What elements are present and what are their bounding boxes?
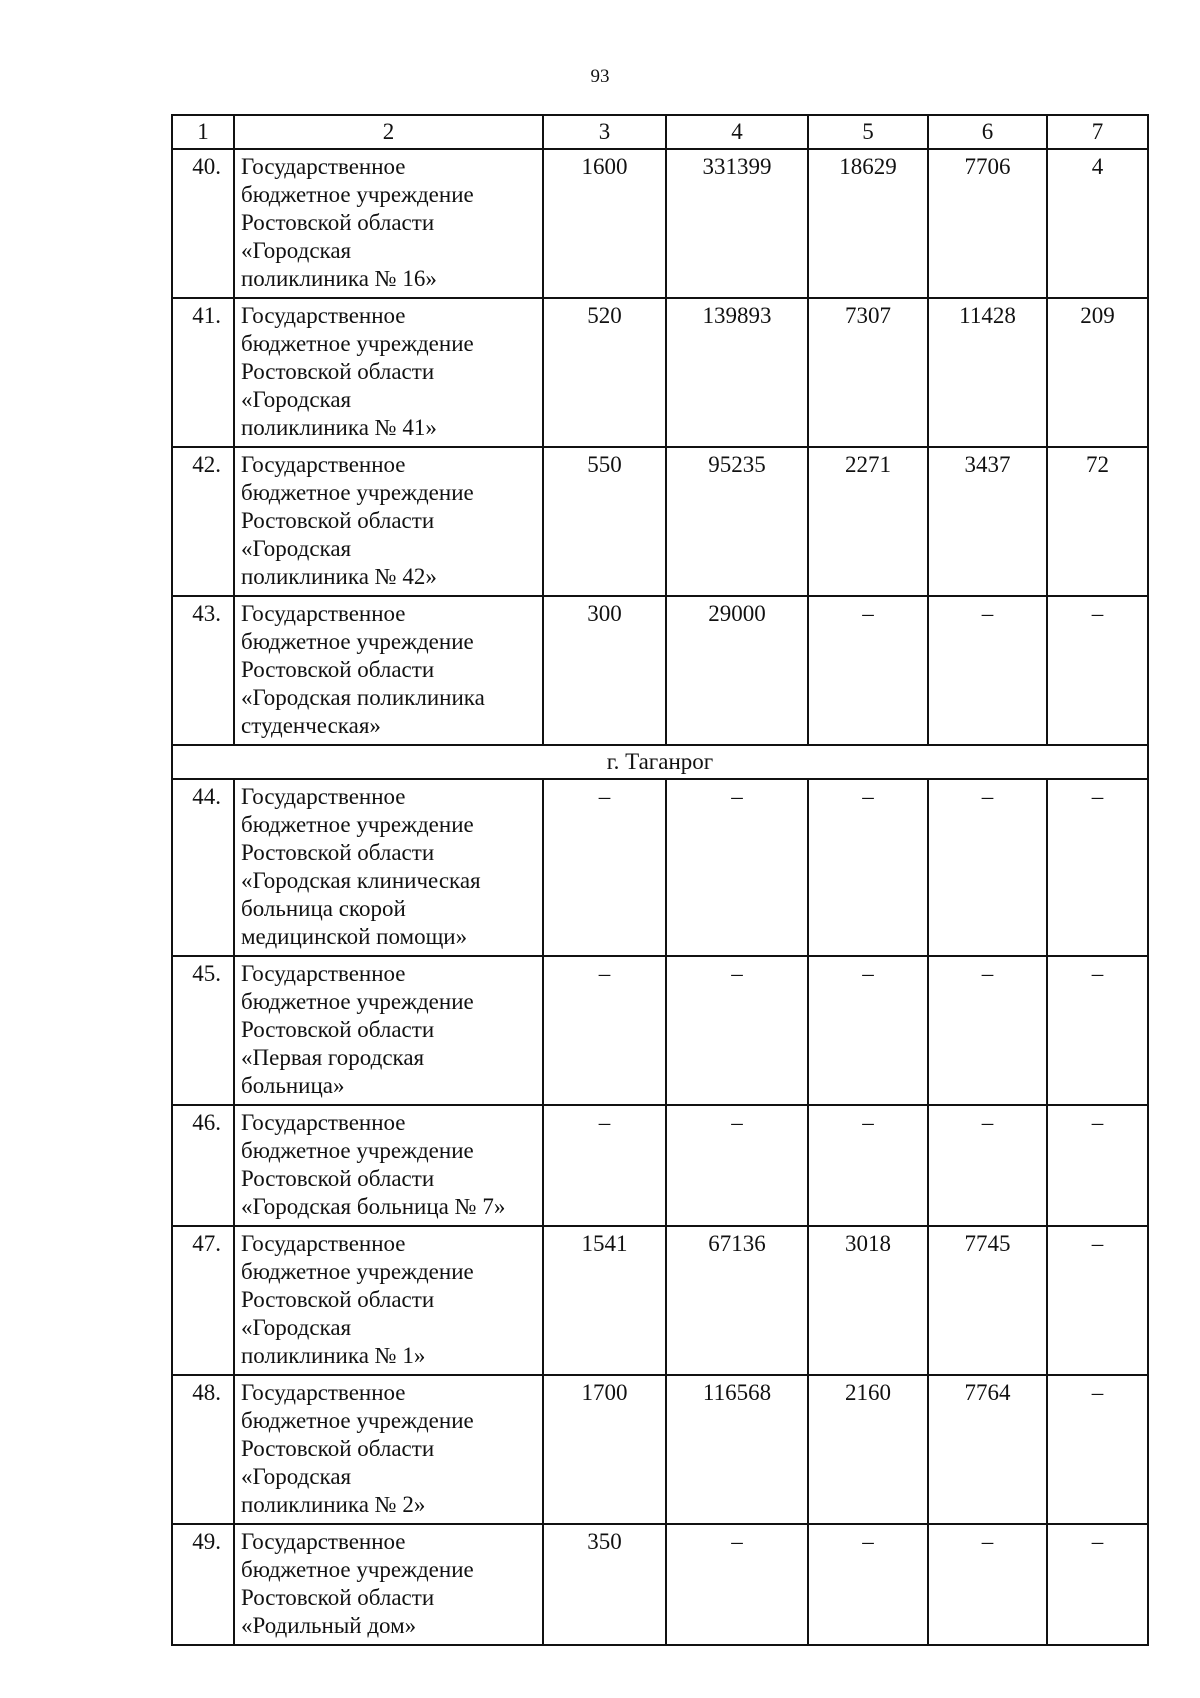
value-cell-col5: 2271: [808, 447, 928, 596]
header-cell: 1: [172, 115, 234, 149]
institution-name: [234, 1226, 543, 1375]
institution-name-line: медицинской помощи»: [241, 924, 468, 949]
value-cell-col7: –: [1047, 956, 1148, 1105]
row-number: 40.: [172, 149, 234, 298]
table-row: [172, 779, 1148, 956]
header-row: [172, 115, 1148, 149]
value-cell-col6: –: [928, 956, 1047, 1105]
value-cell-col6: 7764: [928, 1375, 1047, 1524]
value-cell-col5: 2160: [808, 1375, 928, 1524]
value-cell-col4: –: [666, 779, 808, 956]
value-cell-col6: –: [928, 779, 1047, 956]
value-cell-col4: –: [666, 1524, 808, 1645]
value-cell-col4: 95235: [666, 447, 808, 596]
value-cell-col6: 7706: [928, 149, 1047, 298]
header-cell: 4: [666, 115, 808, 149]
value-cell-col7: –: [1047, 779, 1148, 956]
institution-name-line: Ростовской области: [241, 359, 435, 384]
value-cell-col3: –: [543, 1105, 666, 1226]
section-title: г. Таганрог: [172, 745, 1148, 779]
value-cell-col4: 139893: [666, 298, 808, 447]
institution-name: [234, 298, 543, 447]
institution-name-line: Государственное: [241, 961, 406, 986]
institution-name-line: бюджетное учреждение: [241, 1408, 474, 1433]
value-cell-col7: –: [1047, 596, 1148, 745]
value-cell-col4: –: [666, 1105, 808, 1226]
value-cell-col5: –: [808, 1524, 928, 1645]
institution-name-line: Государственное: [241, 1110, 406, 1135]
value-cell-col4: –: [666, 956, 808, 1105]
table-row: [172, 1226, 1148, 1375]
institution-name-line: Ростовской области: [241, 1287, 435, 1312]
table-row: [172, 1105, 1148, 1226]
value-cell-col3: 1541: [543, 1226, 666, 1375]
institution-name-line: Государственное: [241, 303, 406, 328]
institution-name-line: «Первая городская: [241, 1045, 425, 1070]
institution-name: [234, 1105, 543, 1226]
institution-name-line: Ростовской области: [241, 1017, 435, 1042]
value-cell-col7: 4: [1047, 149, 1148, 298]
institution-name: [234, 596, 543, 745]
value-cell-col7: 209: [1047, 298, 1148, 447]
institution-name-line: Ростовской области: [241, 1585, 435, 1610]
value-cell-col5: –: [808, 596, 928, 745]
header-cell: 6: [928, 115, 1047, 149]
institution-name-line: Государственное: [241, 1231, 406, 1256]
institution-name-line: Государственное: [241, 1380, 406, 1405]
table-row: [172, 298, 1148, 447]
value-cell-col5: –: [808, 956, 928, 1105]
value-cell-col3: 520: [543, 298, 666, 447]
value-cell-col3: –: [543, 779, 666, 956]
table-body: [172, 115, 1148, 1645]
header-cell: 3: [543, 115, 666, 149]
institution-name: [234, 447, 543, 596]
header-cell: 5: [808, 115, 928, 149]
institution-name-line: бюджетное учреждение: [241, 1557, 474, 1582]
row-number: 44.: [172, 779, 234, 956]
institution-name-line: «Городская: [241, 536, 352, 561]
institution-name-line: Ростовской области: [241, 210, 435, 235]
institution-name-line: бюджетное учреждение: [241, 182, 474, 207]
page-number: 93: [590, 66, 610, 87]
row-number: 49.: [172, 1524, 234, 1645]
institution-name-line: больница скорой: [241, 896, 406, 921]
value-cell-col6: –: [928, 1524, 1047, 1645]
institution-name-line: «Родильный дом»: [241, 1613, 417, 1638]
institution-name-line: Ростовской области: [241, 1166, 435, 1191]
table-row: [172, 596, 1148, 745]
value-cell-col4: 29000: [666, 596, 808, 745]
institution-name-line: бюджетное учреждение: [241, 1138, 474, 1163]
value-cell-col7: –: [1047, 1226, 1148, 1375]
value-cell-col3: 550: [543, 447, 666, 596]
institution-name-line: Ростовской области: [241, 508, 435, 533]
table-row: [172, 447, 1148, 596]
institution-name-line: больница»: [241, 1073, 345, 1098]
value-cell-col5: 3018: [808, 1226, 928, 1375]
header-cell: 2: [234, 115, 543, 149]
row-number: 48.: [172, 1375, 234, 1524]
value-cell-col5: –: [808, 1105, 928, 1226]
institution-name-line: Государственное: [241, 1529, 406, 1554]
value-cell-col3: 300: [543, 596, 666, 745]
institution-name-line: бюджетное учреждение: [241, 480, 474, 505]
institution-name-line: Ростовской области: [241, 1436, 435, 1461]
institution-name-line: бюджетное учреждение: [241, 989, 474, 1014]
value-cell-col6: –: [928, 1105, 1047, 1226]
institution-name-line: бюджетное учреждение: [241, 1259, 474, 1284]
institution-name-line: бюджетное учреждение: [241, 629, 474, 654]
institution-name-line: Государственное: [241, 784, 406, 809]
institution-name-line: поликлиника № 41»: [241, 415, 437, 440]
row-number: 45.: [172, 956, 234, 1105]
value-cell-col6: 11428: [928, 298, 1047, 447]
institution-name-line: Ростовской области: [241, 657, 435, 682]
institution-name-line: «Городская: [241, 1464, 352, 1489]
institution-name-line: бюджетное учреждение: [241, 812, 474, 837]
value-cell-col7: –: [1047, 1524, 1148, 1645]
value-cell-col4: 67136: [666, 1226, 808, 1375]
value-cell-col3: –: [543, 956, 666, 1105]
institution-name-line: «Городская: [241, 1315, 352, 1340]
value-cell-col6: 7745: [928, 1226, 1047, 1375]
row-number: 46.: [172, 1105, 234, 1226]
institution-name-line: студенческая»: [241, 713, 381, 738]
institution-name: [234, 779, 543, 956]
table-row: [172, 1375, 1148, 1524]
row-number: 43.: [172, 596, 234, 745]
institution-name-line: «Городская: [241, 238, 352, 263]
header-cell: 7: [1047, 115, 1148, 149]
value-cell-col3: 1700: [543, 1375, 666, 1524]
table-row: [172, 956, 1148, 1105]
value-cell-col3: 1600: [543, 149, 666, 298]
institution-name-line: поликлиника № 2»: [241, 1492, 426, 1517]
institution-name-line: Ростовской области: [241, 840, 435, 865]
row-number: 41.: [172, 298, 234, 447]
data-table: [171, 114, 1149, 1646]
row-number: 47.: [172, 1226, 234, 1375]
institution-name-line: Государственное: [241, 601, 406, 626]
institution-name-line: «Городская: [241, 387, 352, 412]
table-row: [172, 149, 1148, 298]
institution-name-line: поликлиника № 42»: [241, 564, 437, 589]
institution-name-line: поликлиника № 1»: [241, 1343, 426, 1368]
value-cell-col6: –: [928, 596, 1047, 745]
value-cell-col7: –: [1047, 1105, 1148, 1226]
value-cell-col7: 72: [1047, 447, 1148, 596]
value-cell-col5: 18629: [808, 149, 928, 298]
institution-name: [234, 1375, 543, 1524]
value-cell-col5: 7307: [808, 298, 928, 447]
value-cell-col4: 331399: [666, 149, 808, 298]
value-cell-col5: –: [808, 779, 928, 956]
institution-name-line: поликлиника № 16»: [241, 266, 437, 291]
institution-name: [234, 956, 543, 1105]
institution-name: [234, 149, 543, 298]
institution-name-line: Государственное: [241, 452, 406, 477]
institution-name-line: Государственное: [241, 154, 406, 179]
institution-name-line: «Городская клиническая: [241, 868, 481, 893]
institution-name-line: «Городская больница № 7»: [241, 1194, 506, 1219]
value-cell-col7: –: [1047, 1375, 1148, 1524]
value-cell-col3: 350: [543, 1524, 666, 1645]
institution-name-line: «Городская поликлиника: [241, 685, 485, 710]
value-cell-col4: 116568: [666, 1375, 808, 1524]
value-cell-col6: 3437: [928, 447, 1047, 596]
row-number: 42.: [172, 447, 234, 596]
institution-name: [234, 1524, 543, 1645]
table-row: [172, 1524, 1148, 1645]
institution-name-line: бюджетное учреждение: [241, 331, 474, 356]
section-row: [172, 745, 1148, 779]
